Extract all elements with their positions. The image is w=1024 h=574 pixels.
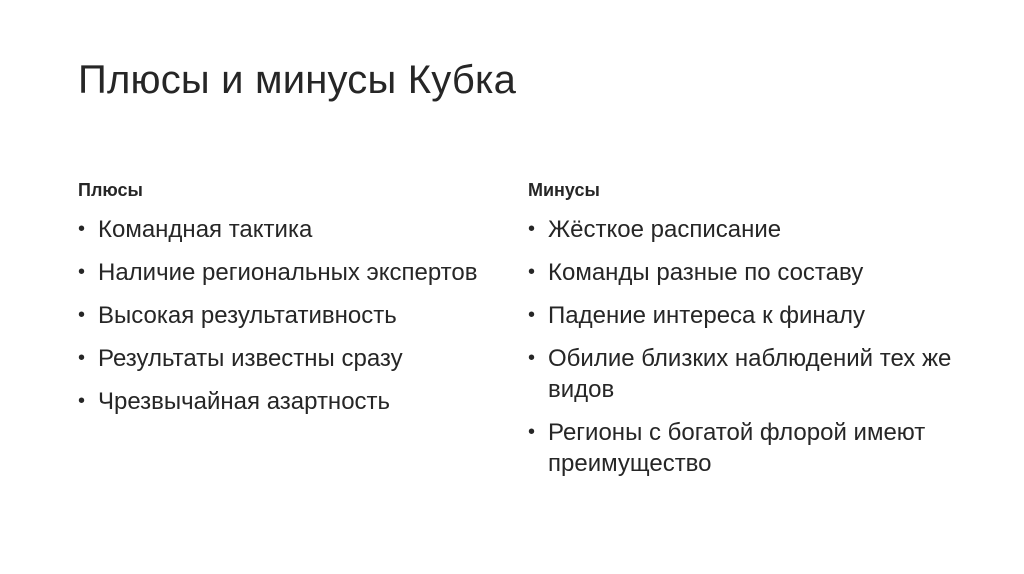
list-item: [528, 257, 968, 288]
list-item: [78, 300, 498, 331]
list-item-text: Наличие региональных экспертов: [98, 259, 478, 286]
bullet-icon: •: [78, 390, 86, 412]
bullet-icon: •: [528, 304, 536, 326]
list-item: [528, 214, 968, 245]
list-item-text: Команды разные по составу: [548, 259, 864, 286]
list-item-text: Командная тактика: [98, 216, 313, 243]
list-item-text: Падение интереса к финалу: [548, 302, 865, 329]
list-item: [528, 300, 968, 331]
list-item: [78, 214, 498, 245]
bullet-icon: •: [78, 304, 86, 326]
list-item-text: Результаты известны сразу: [98, 345, 403, 372]
cons-column: [528, 178, 968, 491]
list-item: [528, 343, 968, 405]
list-item: [78, 257, 498, 288]
list-item-text: Регионы с богатой флорой имеют преимущество: [548, 419, 926, 477]
list-item: [528, 417, 968, 479]
bullet-icon: •: [528, 218, 536, 240]
list-item-text: Чрезвычайная азартность: [98, 388, 391, 415]
list-item: [78, 386, 498, 417]
list-item-text: Высокая результативность: [98, 302, 397, 329]
pros-heading: Плюсы: [78, 180, 143, 200]
bullet-icon: •: [78, 218, 86, 240]
bullet-icon: •: [528, 347, 536, 369]
slide-title: Плюсы и минусы Кубка: [78, 58, 517, 102]
bullet-icon: •: [78, 261, 86, 283]
list-item: [78, 343, 498, 374]
bullet-icon: •: [78, 347, 86, 369]
cons-list: [528, 214, 968, 479]
pros-column: [78, 178, 498, 429]
cons-heading: Минусы: [528, 180, 600, 200]
list-item-text: Обилие близких наблюдений тех же видов: [548, 345, 952, 403]
bullet-icon: •: [528, 421, 536, 443]
list-item-text: Жёсткое расписание: [548, 216, 782, 243]
bullet-icon: •: [528, 261, 536, 283]
pros-list: [78, 214, 498, 417]
